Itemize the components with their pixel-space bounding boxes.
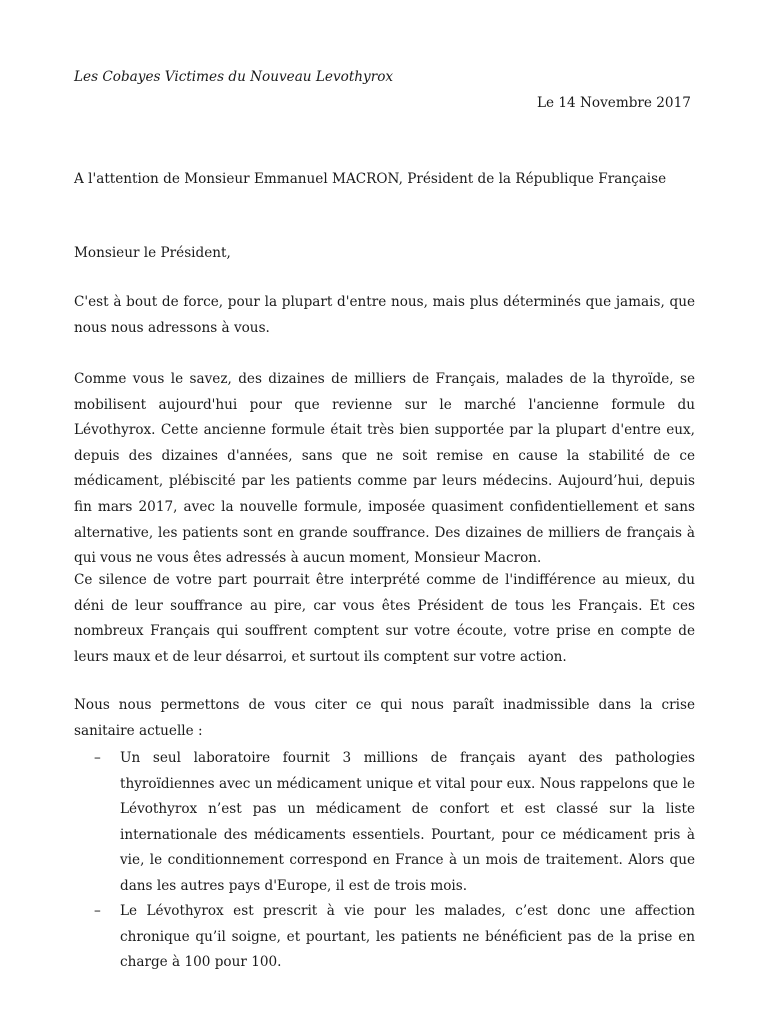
bullet-marker: –	[94, 903, 101, 919]
bullet-text: Un seul laboratoire fournit 3 millions de français ayant des pathologies thyroïdiennes avec un médicament unique et vital pour eux. Nous rappelons que le Lévothyrox n’est pas un médicament de confort et est classé sur la liste internationale des médicaments essentiels. Pourtant, pour ce médicament pris à vie, le conditionnement correspond en France à un mois de traitement. Alors que dans les autres pays d'Europe, il est de trois mois.	[120, 750, 695, 894]
paragraph-silence: Ce silence de votre part pourrait être interprété comme de l'indifférence au mieux, du déni de leur souffrance au pire, car vous êtes Président de tous les Français. Et ces nombreux Français qui souffrent comptent sur votre écoute, votre prise en compte de leurs maux et de leur désarroi, et surtout ils comptent sur votre action.	[74, 572, 695, 665]
salutation: Monsieur le Président,	[74, 245, 231, 261]
bullet-marker: –	[94, 750, 101, 766]
organization-name: Les Cobayes Victimes du Nouveau Levothyrox	[74, 69, 394, 85]
paragraph-list-intro: Nous nous permettons de vous citer ce qui nous paraît inadmissible dans la crise sanitaire actuelle :	[74, 697, 695, 739]
paragraph-context: Comme vous le savez, des dizaines de milliers de Français, malades de la thyroïde, se mobilisent aujourd'hui pour que revienne sur le marché l'ancienne formule du Lévothyrox. Cette ancienne formule était très bien supportée par la plupart d'entre eux, depuis des dizaines d'années, sans que ne soit remise en cause la stabilité de ce médicament, plébiscité par les patients comme par leurs médecins. Aujourd’hui, depuis fin mars 2017, avec la nouvelle formule, imposée quasiment confidentiellement et sans alternative, les patients sont en grande souffrance. Des dizaines de milliers de français à qui vous ne vous êtes adressés à aucun moment, Monsieur Macron.	[74, 371, 695, 567]
list-item	[94, 899, 695, 976]
recipient-line: A l'attention de Monsieur Emmanuel MACRON, Président de la République Française	[74, 171, 667, 187]
list-item	[94, 746, 695, 900]
bullet-text: Le Lévothyrox est prescrit à vie pour les malades, c’est donc une affection chronique qu’il soigne, et pourtant, les patients ne bénéficient pas de la prise en charge à 100 pour 100.	[120, 903, 695, 971]
paragraph-intro: C'est à bout de force, pour la plupart d'entre nous, mais plus déterminés que jamais, que nous nous adressons à vous.	[74, 294, 695, 336]
letter-date: Le 14 Novembre 2017	[537, 95, 691, 111]
